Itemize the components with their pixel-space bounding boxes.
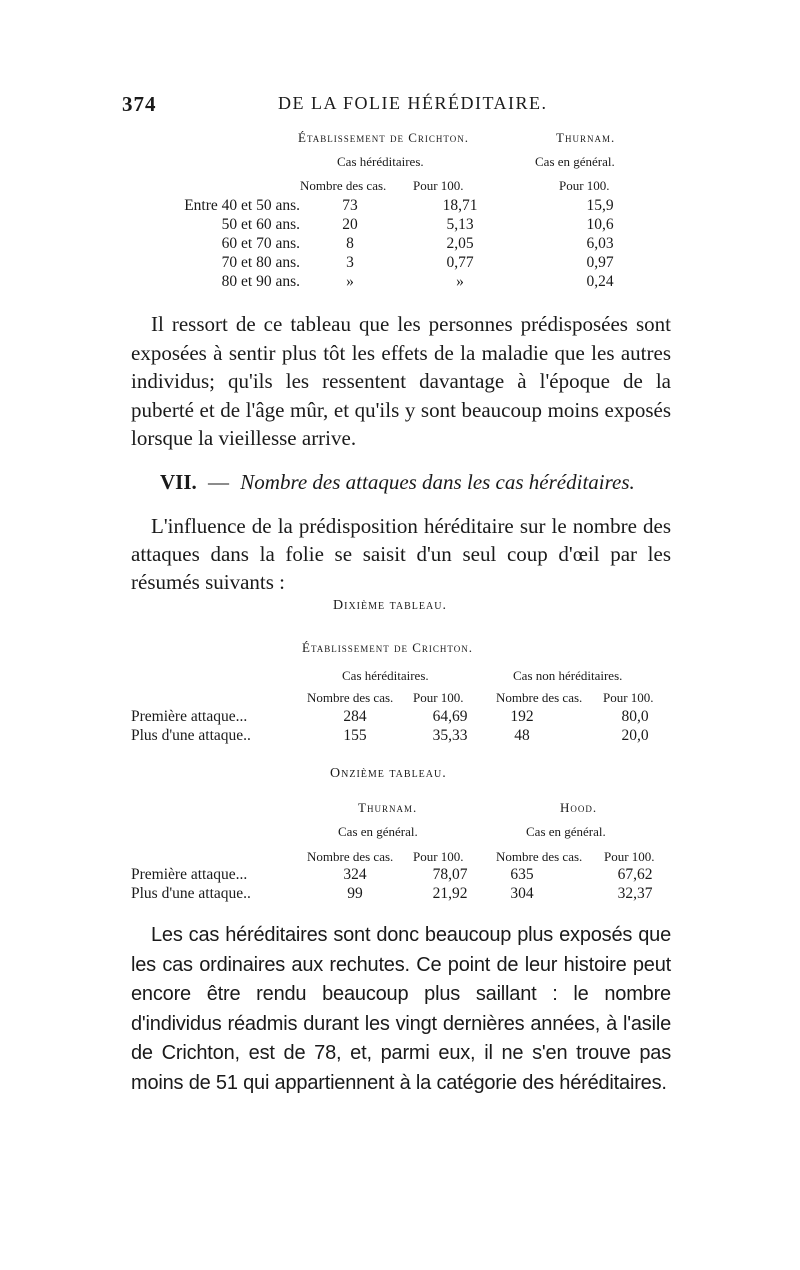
- running-title: DE LA FOLIE HÉRÉDITAIRE.: [278, 93, 548, 113]
- table10-row-a-pct: 64,69: [432, 708, 468, 725]
- table1-row-pct: 18,71: [442, 197, 478, 214]
- table11-row-a-pct: 78,07: [432, 866, 468, 883]
- table10-col-b-cases: Nombre des cas.: [496, 690, 583, 705]
- table1-row-cases: 8: [346, 235, 354, 252]
- table1-col-cases: Nombre des cas.: [300, 178, 387, 193]
- table1-row-general: 10,6: [586, 216, 614, 233]
- table1-row-pct: 5,13: [446, 216, 474, 233]
- table1-row-cases: 73: [342, 197, 358, 214]
- table11-row-b-pct: 32,37: [617, 885, 653, 902]
- table11-row-b-cases: 304: [510, 885, 534, 902]
- table11-col-b-cases: Nombre des cas.: [496, 849, 583, 864]
- table1-row-cases: 3: [346, 254, 354, 271]
- table1-row-label: 70 et 80 ans.: [221, 254, 300, 271]
- paragraph-1-text: Il ressort de ce tableau que les personnes prédisposées sont exposées à sentir plus tôt les effets de la maladie que les autres individus; qu'ils les ressentent davantage à l'époque de la puberté et de l'âge mûr, et qu'ils y sont beaucoup moins exposés lorsque la vieillesse arrive.: [131, 312, 671, 450]
- table1-col-pct: Pour 100.: [413, 178, 464, 193]
- table10-title: Dixième tableau.: [333, 598, 447, 613]
- table10-row-label: Première attaque...: [131, 708, 248, 725]
- table10-row-b-pct: 80,0: [621, 708, 649, 725]
- table10-row-b-cases: 192: [510, 708, 534, 725]
- table10-group-a-heading: Cas héréditaires.: [342, 668, 429, 683]
- table11-group-a-heading: Thurnam.: [358, 800, 418, 815]
- table10-row-a-cases: 155: [343, 727, 367, 744]
- table11-row-label: Première attaque...: [131, 866, 248, 883]
- table10-establishment: Établissement de Crichton.: [302, 640, 473, 655]
- table1-row-label: 60 et 70 ans.: [221, 235, 300, 252]
- section-number: VII.: [160, 470, 197, 494]
- table11-row-a-pct: 21,92: [432, 885, 468, 902]
- table1-row-general: 6,03: [586, 235, 614, 252]
- table1-group-b-heading: Thurnam.: [556, 130, 616, 145]
- table10-row-a-cases: 284: [343, 708, 367, 725]
- table1-row-cases: »: [346, 273, 354, 290]
- paragraph-2: [131, 512, 671, 596]
- table1-row-pct: 0,77: [446, 254, 474, 271]
- table10-row-label: Plus d'une attaque..: [131, 727, 251, 744]
- table10-row-b-pct: 20,0: [621, 727, 649, 744]
- section-dash: —: [208, 470, 230, 494]
- table1-row-label: 80 et 90 ans.: [221, 273, 300, 290]
- table11-row-a-cases: 324: [343, 866, 367, 883]
- paragraph-3-text: Les cas héréditaires sont donc beaucoup plus exposés que les cas ordinaires aux rechutes. Ce point de leur histoire peut encore être rendu beaucoup plus saillant : le nombre d'individus réadmis durant les vingt dernières années, à l'asile de Crichton, est de 78, et, parmi eux, il ne s'en trouve pas moins de 51 qui appartiennent à la catégorie des héréditaires.: [131, 924, 671, 1094]
- table11-col-b-pct: Pour 100.: [604, 849, 655, 864]
- table11-row-a-cases: 99: [347, 885, 363, 902]
- table1-row-general: 0,97: [586, 254, 614, 271]
- table11-group-a-subheading: Cas en général.: [338, 824, 418, 839]
- table1-row-pct: »: [456, 273, 464, 290]
- table10-row-a-pct: 35,33: [432, 727, 468, 744]
- table1-group-a-subheading: Cas héréditaires.: [337, 154, 424, 169]
- table11-col-a-cases: Nombre des cas.: [307, 849, 394, 864]
- table1-col-general: Pour 100.: [559, 178, 610, 193]
- table1-group-a-heading: Établissement de Crichton.: [298, 130, 469, 145]
- table11-group-b-heading: Hood.: [560, 800, 598, 815]
- table1-row-label: Entre 40 et 50 ans.: [184, 197, 300, 214]
- table11-row-b-cases: 635: [510, 866, 534, 883]
- paragraph-1: [131, 310, 671, 453]
- table10-col-a-cases: Nombre des cas.: [307, 690, 394, 705]
- table10-row-b-cases: 48: [514, 727, 530, 744]
- table1-row-cases: 20: [342, 216, 358, 233]
- table11-row-b-pct: 67,62: [617, 866, 653, 883]
- paragraph-3: [131, 921, 671, 1098]
- section-heading: [160, 470, 635, 495]
- table10-group-b-heading: Cas non héréditaires.: [513, 668, 623, 683]
- table1-row-pct: 2,05: [446, 235, 474, 252]
- paragraph-2-text: L'influence de la prédisposition héréditaire sur le nombre des attaques dans la folie se saisit d'un seul coup d'œil par les résumés suivants :: [131, 514, 671, 594]
- section-title: Nombre des attaques dans les cas héréditaires.: [240, 470, 635, 494]
- table1-row-general: 15,9: [586, 197, 614, 214]
- table11-col-a-pct: Pour 100.: [413, 849, 464, 864]
- table11-group-b-subheading: Cas en général.: [526, 824, 606, 839]
- table10-col-b-pct: Pour 100.: [603, 690, 654, 705]
- table11-row-label: Plus d'une attaque..: [131, 885, 251, 902]
- table1-row-general: 0,24: [586, 273, 614, 290]
- table1-group-b-subheading: Cas en général.: [535, 154, 615, 169]
- table1-row-label: 50 et 60 ans.: [221, 216, 300, 233]
- table11-title: Onzième tableau.: [330, 766, 447, 781]
- page-number: 374: [122, 92, 157, 116]
- table10-col-a-pct: Pour 100.: [413, 690, 464, 705]
